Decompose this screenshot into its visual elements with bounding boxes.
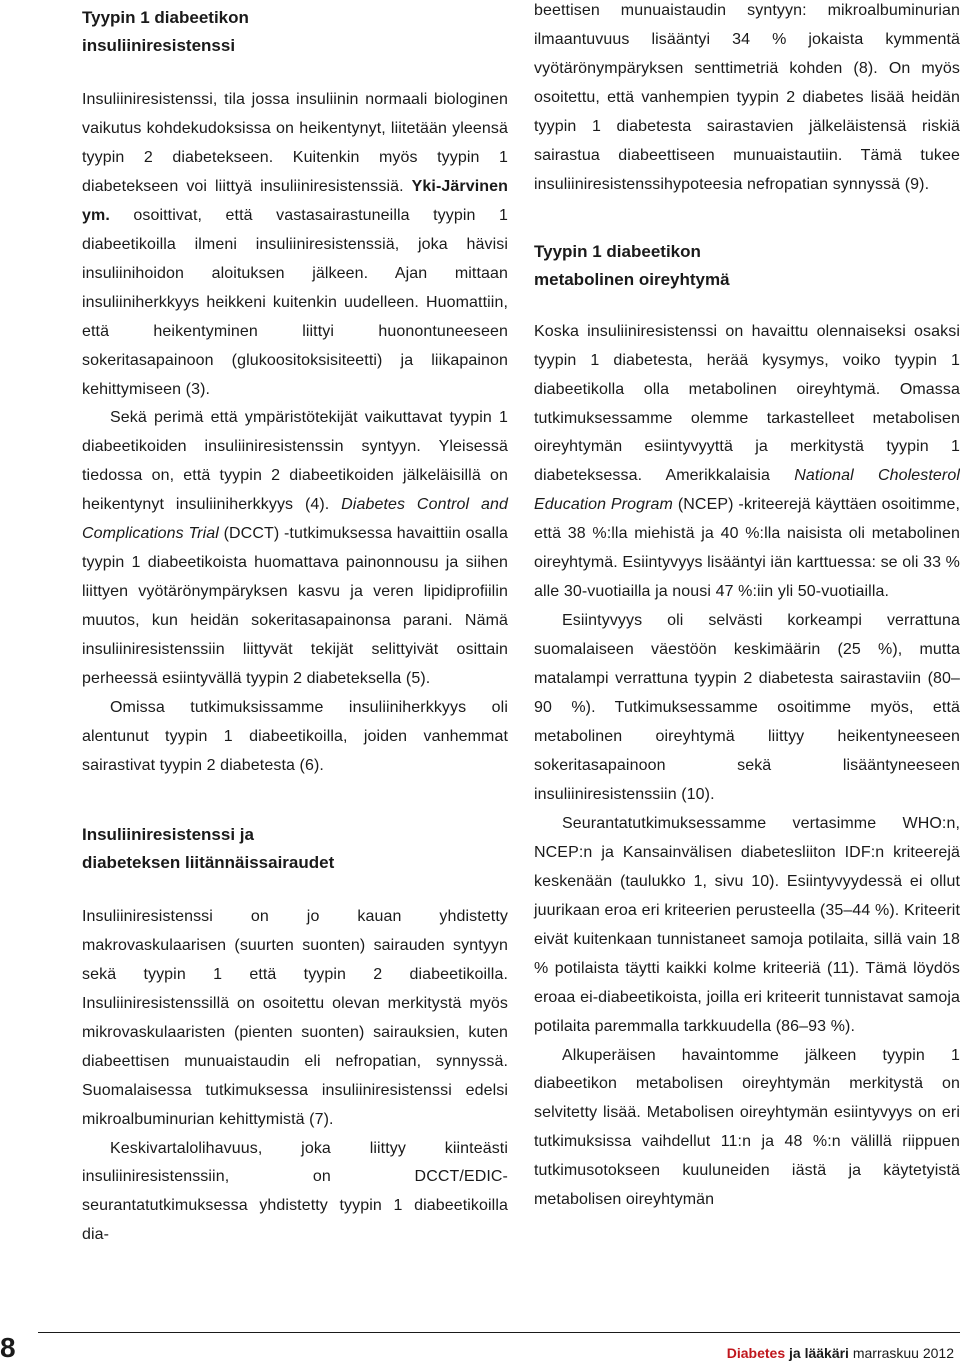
paragraph — [82, 404, 508, 694]
paragraph-text: Insuliiniresistenssi, tila jossa insuliinin normaali biologinen vaikutus kohdekudoksissa on heikentynyt, liitetään yleensä tyypin 2 diabetekseen. Kuitenkin myös tyypin 1 diabetekseen voi liittyä insuliiniresistenssiä. — [82, 91, 508, 195]
paragraph: Alkuperäisen havaintomme jälkeen tyypin 1 diabeetikon metabolisen oireyhtymän merkitystä on selvitetty lisää. Metabolisen oireyhtymän esiintyvyys on eri tutkimuksissa vaihdellut 11:n ja 48 %:n välillä riippuen tutkimusotokseen kuuluneiden iästä ja käytetyistä metabolisen oireyhtymän — [534, 1046, 960, 1209]
program-name: National Cholesterol Education Program — [534, 467, 960, 514]
journal-name — [727, 1344, 954, 1362]
issue-date: marraskuu 2012 — [848, 1345, 954, 1361]
paragraph — [82, 86, 508, 404]
paragraph: Esiintyvyys oli selvästi korkeampi verrattuna suomalaiseen väestöön keskimäärin (25 %), mutta matalampi verrattuna tyypin 2 diabetesta sairastaviin (80–90 %). Tutkimuksessamme osoitimme myös, että metabolinen oireyhtymä liittyy heikentyneeseen sokeritasapainoon sekä lisääntyneeseen insuliiniresistenssiin (10). — [534, 612, 960, 803]
left-column — [82, 0, 508, 1250]
paragraph-text: osoittivat, että vastasairastuneilla tyypin 1 diabeetikoilla ilmeni insuliiniresistenssiä, joka hävisi insuliinihoidon aloituksen jälkeen. Ajan mittaan insuliiniherkkyys heikkeni kuitenkin uudelleen. Huomattiin, että heikentyminen liittyi huonontuneeseen sokeritasapainoon (glukoositoksisiteetti) ja liikapainon kehittymiseen (3). — [82, 206, 508, 398]
paragraph: Keskivartalolihavuus, joka liittyy kiinteästi insuliiniresistenssiin, on DCCT/EDIC-seurantatutkimuksessa yhdistetty tyypin 1 diabeetikoilla dia- — [82, 1139, 508, 1244]
section-heading-metabolic-syndrome: Tyypin 1 diabeetikon metabolinen oireyhtymä — [534, 241, 730, 289]
paragraph-text: Koska insuliiniresistenssi on havaittu olennaiseksi osaksi tyypin 1 diabetesta, herää kysymys, voiko tyypin 1 diabeetikolla olla metabolinen oireyhtymä. Omassa tutkimuksessamme olemme tarkastelleet metabolisen oireyhtymän esiintyvyyttä ja merkitystä tyypin 1 diabeteksessa. Amerikkalaisia — [534, 322, 960, 485]
journal-name-laakari: ja lääkäri — [785, 1345, 849, 1361]
paragraph: Seurantatutkimuksessamme vertasimme WHO:n, NCEP:n ja Kansainvälisen diabetesliiton IDF:n kriteerejä keskenään (taulukko 1, sivu 10). Esiintyvyydessä ei ollut juurikaan eroa eri kriteerien perusteella (35–44 %). Kriteerit eivät kuitenkaan tunnistaneet samoja potilaita, sillä vain 18 % potilaista täytti kaikki kolme kriteeriä (11). Tämä löydös eroaa ei-diabeetikoista, joilla eri kriteerit tunnistavat samoja potilaita paremmalla tarkkuudella (86–93 %). — [534, 814, 960, 1035]
paragraph-text: (DCCT) -tutkimuksessa havaittiin osalla tyypin 1 diabeetikoista huomattava painonnousu ja siihen liittyen vyötärönympäryksen kasvu ja veren lipidiprofiilin muutos, kun heidän sokeritasapainonsa parani. Nämä insuliiniresistenssiin liittyvät tekijät selittyivät osittain perheessä esiintyvällä tyypin 2 diabeteksella (5). — [82, 525, 508, 688]
paragraph — [534, 318, 960, 608]
paragraph: beettisen munuaistaudin syntyyn: mikroalbuminurian ilmaantuvuus lisääntyi 34 % jokaista kymmentä vyötärönympäryksen senttimetriä kohden (8). On myös osoitettu, että vanhempien tyypin 2 diabetes lisää heidän tyypin 1 diabetesta sairastavien jälkeläistensä riskiä sairastua diabeettiseen munuaistautiin. Tämä tukee insuliiniresistenssihypoteesia nefropatian synnyssä (9). — [534, 2, 960, 193]
paragraph: Insuliiniresistenssi on jo kauan yhdistetty makrovaskulaarisen (suurten suonten) sairauden syntyyn sekä tyypin 1 että tyypin 2 diabeetikoilla. Insuliiniresistenssillä on osoitettu olevan merkitystä myös mikrovaskulaaristen (pienten suonten) sairauksien, kuten diabeettisen munuaistaudin eli nefropatian, synnyssä. Suomalaisessa tutkimuksessa insuliiniresistenssi edelsi mikroalbuminurian kehittymistä (7). — [82, 907, 508, 1128]
page-number: 8 — [0, 1332, 16, 1363]
paragraph-text: (NCEP) -kriteerejä käyttäen osoitimme, että 38 %:lla miehistä ja 40 %:lla naisista oli metabolinen oireyhtymä. Esiintyvyys lisääntyi iän karttuessa: se oli 33 % alle 30-vuotiailla ja nousi 47 %:iin yli 50-vuotiailla. — [534, 496, 960, 601]
paragraph-text: Sekä perimä että ympäristötekijät vaikuttavat tyypin 1 diabeetikoiden insuliiniresistenssin syntyyn. Yleisessä tiedossa on, että tyypin 2 diabeetikoiden jälkeläisillä on heikentynyt insuliiniherkkyys (4). — [82, 409, 508, 514]
paragraph: Omissa tutkimuksissamme insuliiniherkkyys oli alentunut tyypin 1 diabeetikoilla, joiden vanhemmat sairastivat tyypin 2 diabetesta (6). — [82, 699, 508, 774]
page-footer — [0, 1320, 960, 1364]
section-heading-type1-insulin-resistance: Tyypin 1 diabeetikon insuliiniresistenssi — [82, 8, 249, 55]
section-heading-complications: Insuliiniresistenssi ja diabeteksen liitännäissairaudet — [82, 824, 335, 872]
journal-name-diabetes: Diabetes — [726, 1345, 786, 1361]
study-name: Diabetes Control and Complications Trial — [82, 496, 508, 543]
footer-rule — [38, 1332, 960, 1333]
right-column — [534, 0, 960, 1215]
author-name: Yki-Järvinen ym. — [82, 177, 508, 224]
